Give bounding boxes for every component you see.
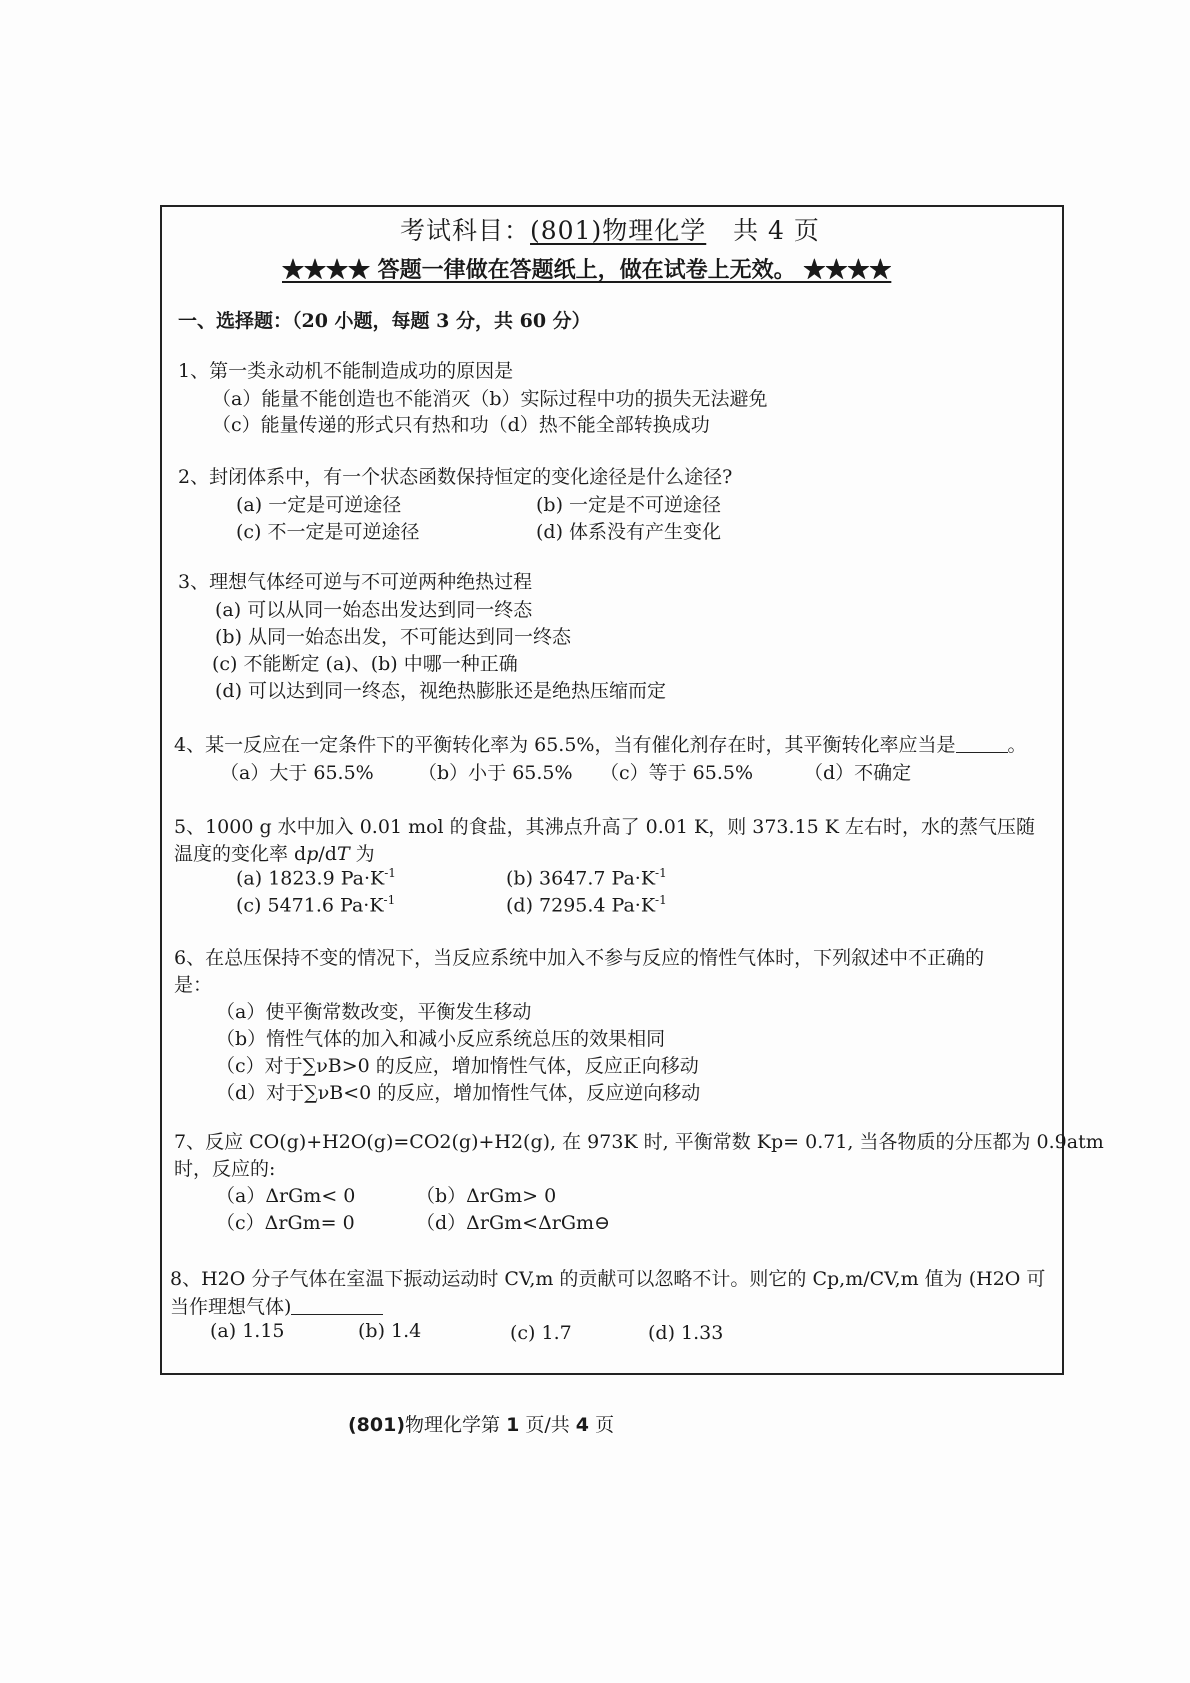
- q2-stem: 2、封闭体系中，有一个状态函数保持恒定的变化途径是什么途径?: [178, 466, 733, 488]
- section-heading: 一、选择题：（20 小题，每题 3 分，共 60 分）: [178, 310, 591, 332]
- exam-notice: ★★★★ 答题一律做在答题纸上，做在试卷上无效。 ★★★★: [282, 257, 892, 283]
- q4-stem-text: 4、某一反应在一定条件下的平衡转化率为 65.5%，当有催化剂存在时，其平衡转化率应当是: [174, 734, 956, 756]
- q5-exponent: -1: [655, 893, 667, 907]
- q7-option-d: （d）ΔrGm<ΔrGm⊖: [416, 1212, 610, 1234]
- q2-option-a: (a) 一定是可逆途径: [236, 494, 402, 516]
- q3-option-d: (d) 可以达到同一终态，视绝热膨胀还是绝热压缩而定: [215, 680, 667, 702]
- q6-option-c: （c）对于∑νB>0 的反应，增加惰性气体，反应正向移动: [216, 1055, 699, 1077]
- q6-stem-line1: 6、在总压保持不变的情况下，当反应系统中加入不参与反应的惰性气体时，下列叙述中不正确的: [174, 947, 985, 969]
- q4-option-d: （d）不确定: [804, 762, 912, 784]
- q8-option-b: (b) 1.4: [358, 1320, 422, 1342]
- q5-option-d-text: (d) 7295.4 Pa·K: [506, 894, 656, 917]
- q1-options-line2: （c）能量传递的形式只有热和功（d）热不能全部转换成功: [212, 414, 710, 436]
- q2-option-d: (d) 体系没有产生变化: [536, 521, 722, 543]
- q8-option-c: (c) 1.7: [510, 1322, 572, 1344]
- q3-option-c: (c) 不能断定 (a)、(b) 中哪一种正确: [212, 653, 518, 675]
- q5-exponent: -1: [384, 866, 396, 880]
- q8-stem-line1: 8、H2O 分子气体在室温下振动运动时 CV,m 的贡献可以忽略不计。则它的 Cp,m/CV,m 值为 (H2O 可: [170, 1268, 1046, 1290]
- q2-option-c: (c) 不一定是可逆途径: [236, 521, 420, 543]
- q3-stem: 3、理想气体经可逆与不可逆两种绝热过程: [178, 571, 533, 593]
- q5-option-c: [236, 893, 395, 916]
- q5-option-a: [236, 866, 396, 889]
- answer-blank: [291, 1296, 383, 1315]
- q8-option-a: (a) 1.15: [210, 1320, 285, 1342]
- q5-stem-post: 为: [349, 843, 375, 865]
- q6-option-b: （b）惰性气体的加入和减小反应系统总压的效果相同: [216, 1028, 666, 1050]
- q7-stem-line1: 7、反应 CO(g)+H2O(g)=CO2(g)+H2(g), 在 973K 时, 平衡常数 Kp= 0.71, 当各物质的分压都为 0.9atm: [174, 1131, 1104, 1153]
- q3-option-a: (a) 可以从同一始态出发达到同一终态: [215, 599, 533, 621]
- page-count: 共 4 页: [733, 216, 820, 245]
- q6-option-d: （d）对于∑νB<0 的反应，增加惰性气体，反应逆向移动: [216, 1082, 701, 1104]
- q5-stem-line2: [174, 839, 375, 866]
- q4-option-a: （a）大于 65.5%: [220, 762, 374, 784]
- q2-option-b: (b) 一定是不可逆途径: [536, 494, 722, 516]
- q5-option-c-text: (c) 5471.6 Pa·K: [236, 894, 384, 917]
- q8-option-d: (d) 1.33: [648, 1322, 724, 1344]
- q4-stem: [174, 730, 1027, 757]
- exam-title: [400, 211, 820, 247]
- q5-option-d: [506, 893, 667, 916]
- q3-option-b: (b) 从同一始态出发，不可能达到同一终态: [215, 626, 572, 648]
- q4-stem-end: 。: [1007, 734, 1027, 756]
- q5-option-b: [506, 866, 667, 889]
- footer-code: (801): [348, 1414, 406, 1436]
- footer-subject: 物理化学第: [405, 1414, 507, 1436]
- q6-option-a: （a）使平衡常数改变，平衡发生移动: [216, 1001, 532, 1023]
- q8-stem-text: 当作理想气体): [170, 1296, 292, 1318]
- q7-option-b: （b）ΔrGm> 0: [416, 1185, 557, 1207]
- q1-stem: 1、第一类永动机不能制造成功的原因是: [178, 360, 514, 382]
- answer-blank: [956, 734, 1008, 753]
- q4-option-b: （b）小于 65.5%: [418, 762, 573, 784]
- q8-stem-line2: [170, 1292, 383, 1319]
- q5-option-b-text: (b) 3647.7 Pa·K: [506, 867, 656, 890]
- q5-stem-text: 温度的变化率 d: [174, 843, 307, 865]
- page-footer: [348, 1410, 614, 1437]
- footer-of: 页/共: [519, 1414, 576, 1436]
- footer-end: 页: [589, 1414, 615, 1436]
- q4-option-c: （c）等于 65.5%: [600, 762, 754, 784]
- q5-option-a-text: (a) 1823.9 Pa·K: [236, 867, 385, 890]
- q5-stem-line1: 5、1000 g 水中加入 0.01 mol 的食盐，其沸点升高了 0.01 K，则 373.15 K 左右时，水的蒸气压随: [174, 816, 1036, 838]
- q1-options-line1: （a）能量不能创造也不能消灭（b）实际过程中功的损失无法避免: [212, 388, 768, 410]
- q7-option-a: （a）ΔrGm< 0: [216, 1185, 356, 1207]
- q6-stem-line2: 是：: [174, 974, 213, 996]
- q5-stem-mid: /d: [318, 843, 337, 865]
- q5-exponent: -1: [383, 893, 396, 907]
- q5-exponent: -1: [655, 866, 667, 880]
- footer-page-number: 1: [506, 1414, 520, 1436]
- title-prefix: 考试科目：: [400, 216, 531, 245]
- exam-subject: (801)物理化学: [530, 216, 707, 245]
- q5-var-t: T: [336, 843, 350, 865]
- q5-var-p: p: [306, 843, 319, 865]
- q7-option-c: （c）ΔrGm= 0: [216, 1212, 355, 1234]
- footer-total-pages: 4: [575, 1414, 590, 1436]
- q7-stem-line2: 时，反应的:: [174, 1158, 276, 1180]
